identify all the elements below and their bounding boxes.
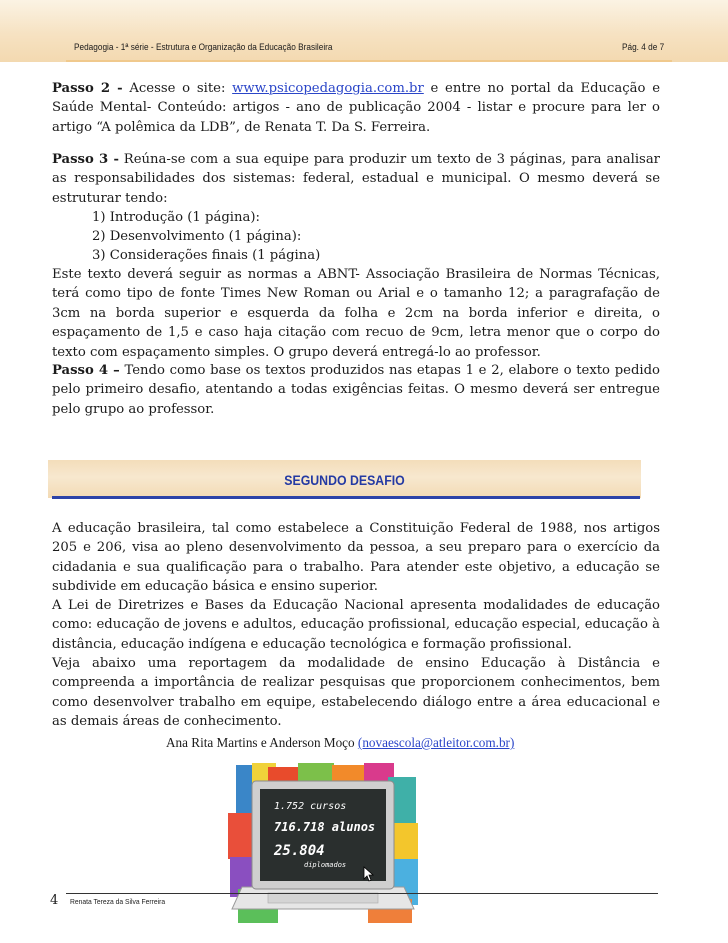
banner-underline	[52, 496, 640, 499]
author-names: Ana Rita Martins e Anderson Moço	[166, 735, 358, 750]
list-item-introducao: 1) Introdução (1 página):	[92, 210, 260, 225]
ldb-paragraph: A Lei de Diretrizes e Bases da Educação Nacional apresenta modalidades de educação como: educação de jovens e adultos, educação profissional, educação especial, educação à distância, educação indígena e educação tecnológica e formação profissional.	[52, 598, 660, 652]
psicopedagogia-link[interactable]: www.psicopedagogia.com.br	[232, 81, 424, 96]
passo-2-text-b: e entre no portal da Educação e Saúde Mental- Conteúdo: artigos - ano de publicação 2004 - listar e procure para ler o artigo “A polêmica da LDB”, de Renata T. Da S. Ferreira.	[52, 81, 660, 135]
passo-4-text: Tendo como base os textos produzidos nas etapas 1 e 2, elabore o texto pedido pelo primeiro desafio, atentando a todas exigências feitas. O mesmo deverá ser entregue pelo grupo ao professor.	[52, 363, 660, 417]
passo-4-label: Passo 4 –	[52, 363, 120, 378]
educacao-paragraph: A educação brasileira, tal como estabelece a Constituição Federal de 1988, nos artigos 205 e 206, visa ao pleno desenvolvimento da pessoa, a seu preparo para o exercício da cidadania e sua qualificação para o trabalho. Para atender este objetivo, a educação se subdivide em educação básica e ensino superior.	[52, 521, 660, 595]
passo-3-label: Passo 3 -	[52, 152, 119, 167]
passo-2-label: Passo 2 -	[52, 81, 123, 96]
footer-page-number: 4	[50, 893, 59, 908]
footer-author-name: Renata Tereza da Silva Ferreira	[70, 897, 166, 906]
header-title: Pedagogia - 1ª série - Estrutura e Organização da Educação Brasileira	[74, 42, 333, 53]
segundo-desafio-title: SEGUNDO DESAFIO	[284, 472, 405, 488]
author-credit	[166, 735, 514, 751]
passo-2-text-a: Acesse o site:	[122, 81, 233, 96]
header-page-number: Pág. 4 de 7	[622, 42, 665, 53]
footer-divider	[66, 893, 658, 894]
author-email-link[interactable]: (novaescola@atleitor.com.br)	[357, 735, 515, 750]
reportagem-paragraph: Veja abaixo uma reportagem da modalidade de ensino Educação à Distância e compreenda a importância de realizar pesquisas que proporcionem conhecimentos, bem como desenvolver trabalho em equipe, estabelecendo diálogo entre a área educacional e as demais áreas de conhecimento.	[52, 656, 660, 730]
laptop-screen-line-4: diplomados	[304, 861, 347, 869]
laptop-screen-line-1: 1.752 cursos	[274, 801, 347, 812]
laptop-screen-line-2: 716.718 alunos	[274, 820, 376, 834]
abnt-paragraph: Este texto deverá seguir as normas a ABNT- Associação Brasileira de Normas Técnicas, terá como tipo de fonte Times New Roman ou Arial e o tamanho 12; a paragrafação de 3cm na borda superior e esquerda da folha e 2cm na borda inferior e direita, o espaçamento de 1,5 e caso haja citação com recuo de 9cm, letra menor que o corpo do texto com espaçamento simples. O grupo deverá entregá-lo ao professor.	[52, 267, 660, 360]
laptop-illustration-graphic	[228, 763, 418, 923]
passo-3-paragraph	[52, 150, 660, 208]
list-item-desenvolvimento: 2) Desenvolvimento (1 página):	[92, 229, 302, 244]
list-item-consideracoes: 3) Considerações finais (1 página)	[92, 248, 321, 263]
laptop-illustration	[228, 763, 418, 923]
header-divider	[66, 60, 672, 62]
laptop-screen-line-3: 25.804	[274, 843, 325, 859]
passo-3-text: Reúna-se com a sua equipe para produzir um texto de 3 páginas, para analisar as responsabilidades dos sistemas: federal, estadual e municipal. O mesmo deverá se estruturar tendo:	[52, 152, 660, 206]
passo-4-paragraph	[52, 361, 660, 419]
passo-2-paragraph	[52, 79, 660, 137]
